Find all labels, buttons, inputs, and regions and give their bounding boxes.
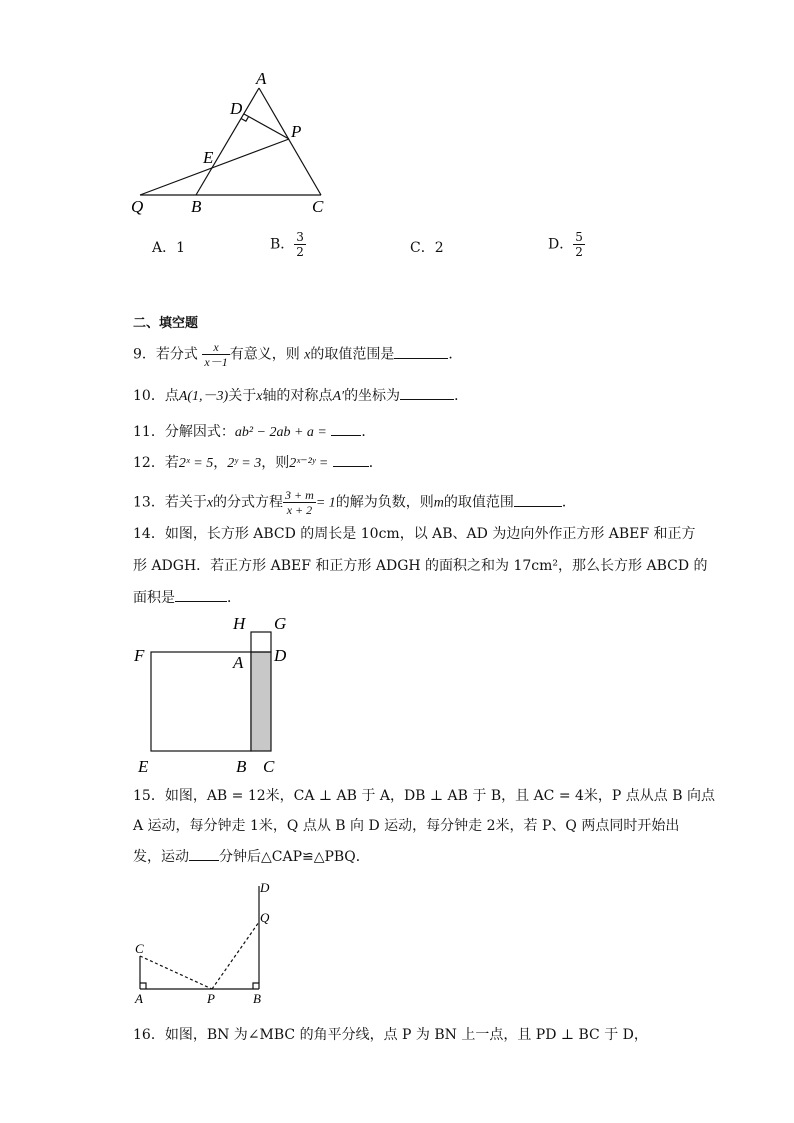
choice-c-prefix: C． — [410, 240, 435, 256]
right-angle-b — [253, 983, 259, 989]
square-adgh — [251, 632, 271, 652]
question-13 — [133, 488, 576, 517]
q13-tail2: 的取值范围 — [443, 494, 514, 511]
label-q: Q — [131, 197, 144, 216]
edge-ac — [259, 88, 321, 195]
label-a: A — [256, 69, 267, 88]
q13-mid: 的分式方程 — [213, 494, 284, 511]
q10-answer-blank[interactable] — [400, 385, 454, 400]
choice-c[interactable] — [410, 238, 444, 258]
label-d3: D — [260, 880, 270, 895]
label-p: P — [291, 122, 302, 141]
q12-lead: 12．若 — [133, 455, 179, 471]
question-11 — [133, 421, 375, 443]
q9-answer-blank[interactable] — [394, 344, 448, 359]
q10-mid2: 轴的对称点 — [262, 388, 333, 404]
q14-line3-text: 面积是 — [133, 590, 175, 606]
right-angle-a — [140, 983, 146, 989]
q10-tail: 的坐标为 — [344, 388, 401, 404]
label-p3: P — [207, 991, 215, 1006]
q9-den: x－1 — [204, 355, 228, 369]
q13-var: x — [206, 495, 214, 511]
q15-line3-tail: 分钟后△CAP≌△PBQ． — [219, 849, 370, 865]
q9-tail: 的取值范围是 — [310, 346, 395, 363]
edge-ab — [196, 88, 259, 195]
label-b: B — [191, 197, 202, 216]
choice-d-den: 2 — [575, 245, 583, 259]
choice-b-num: 3 — [296, 230, 304, 244]
geometry-figure — [125, 876, 285, 1010]
segment-cp — [140, 956, 212, 989]
q13-den: x + 2 — [283, 502, 316, 517]
q13-m: m — [433, 495, 444, 511]
q11-expr: ab² − 2ab + a = — [234, 425, 327, 440]
choice-a[interactable] — [152, 238, 185, 258]
q15-line1: 15．如图，AB = 12米，CA ⊥ AB 于 A，DB ⊥ AB 于 B，且 AC = 4米，P 点从点 B 向点 — [133, 788, 715, 804]
label-c: C — [312, 197, 324, 216]
label-b2: B — [236, 757, 247, 776]
question-10 — [133, 385, 468, 407]
q15-line3-lead: 发，运动 — [133, 849, 189, 865]
choice-b[interactable] — [270, 230, 306, 259]
q15-line2: A 运动，每分钟走 1米，Q 点从 B 向 D 运动，每分钟走 2米，若 P、Q 两点同时开始出 — [133, 818, 680, 834]
q12-expr2: 2ʸ = 3 — [227, 456, 262, 471]
q10-point: A(1,－3) — [178, 389, 229, 404]
q12-expr3: 2ˣ⁻²ʸ = — [289, 456, 329, 471]
q12-sep: ， — [213, 455, 228, 471]
squares-figure — [130, 610, 310, 780]
label-e: E — [203, 148, 214, 167]
label-b3: B — [253, 991, 261, 1006]
label-q3: Q — [260, 910, 270, 925]
q14-answer-blank[interactable] — [175, 587, 227, 602]
choice-b-den: 2 — [296, 245, 304, 259]
q14-line3 — [133, 587, 241, 608]
q9-lead: 9．若分式 — [133, 346, 198, 363]
label-c3: C — [135, 941, 144, 956]
q10-end: ． — [454, 388, 469, 404]
q10-var: x — [256, 389, 263, 404]
q14-end: ． — [227, 590, 241, 606]
q10-mid: 关于 — [228, 388, 257, 404]
choice-d-num: 5 — [575, 230, 583, 244]
question-12 — [133, 452, 383, 474]
q12-answer-blank[interactable] — [333, 452, 369, 467]
q12-end: ． — [368, 455, 383, 471]
q13-tail1: 的解为负数，则 — [335, 494, 434, 511]
q11-lead: 11．分解因式： — [133, 424, 235, 440]
label-d2: D — [274, 646, 287, 665]
q13-end: ． — [561, 494, 576, 511]
question-9 — [133, 340, 462, 369]
label-a3: A — [135, 991, 143, 1006]
q12-expr1: 2ˣ = 5 — [178, 456, 214, 471]
q12-mid: ，则 — [261, 455, 290, 471]
q11-end: ． — [361, 424, 376, 440]
label-h: H — [233, 614, 246, 633]
q14-line1: 14．如图，长方形 ABCD 的周长是 10cm，以 AB、AD 为边向外作正方形 ABEF 和正方 — [133, 526, 696, 542]
label-a2: A — [233, 653, 244, 672]
segment-pq — [212, 922, 259, 989]
choice-c-value: 2 — [434, 240, 444, 256]
label-f: F — [134, 646, 145, 665]
q11-answer-blank[interactable] — [331, 421, 361, 436]
q13-eq: = 1 — [315, 495, 336, 511]
choice-a-prefix: A． — [152, 240, 177, 256]
q10-lead: 10．点 — [133, 388, 179, 404]
segment-dp — [244, 114, 289, 139]
choice-d-prefix: D． — [548, 236, 574, 253]
section-title: 二、填空题 — [133, 316, 199, 331]
segment-qp — [140, 139, 289, 195]
q15-line3 — [133, 846, 370, 867]
choice-b-prefix: B． — [270, 236, 295, 253]
label-e2: E — [138, 757, 149, 776]
q9-mid: 有意义，则 — [229, 346, 300, 363]
q13-answer-blank[interactable] — [514, 492, 562, 507]
label-c2: C — [263, 757, 275, 776]
rectangle-abcd — [251, 652, 271, 751]
choice-a-value: 1 — [176, 240, 186, 256]
q9-num: x — [213, 340, 219, 354]
q10-point2: A′ — [332, 389, 345, 404]
choice-d[interactable] — [548, 230, 585, 259]
q14-line2: 形 ADGH．若正方形 ABEF 和正方形 ADGH 的面积之和为 17cm²，那么长方形 ABCD 的 — [133, 558, 708, 574]
triangle-figure — [120, 62, 340, 222]
q9-var: x — [304, 347, 311, 363]
q16-line1: 16．如图，BN 为∠MBC 的角平分线，点 P 为 BN 上一点，且 PD ⊥ BC 于 D， — [133, 1027, 648, 1043]
label-g: G — [274, 614, 287, 633]
q13-lead: 13．若关于 — [133, 494, 207, 511]
label-d: D — [230, 99, 243, 118]
q15-answer-blank[interactable] — [189, 846, 219, 861]
q13-num: 3 + m — [285, 488, 314, 502]
q9-end: ． — [448, 346, 463, 363]
